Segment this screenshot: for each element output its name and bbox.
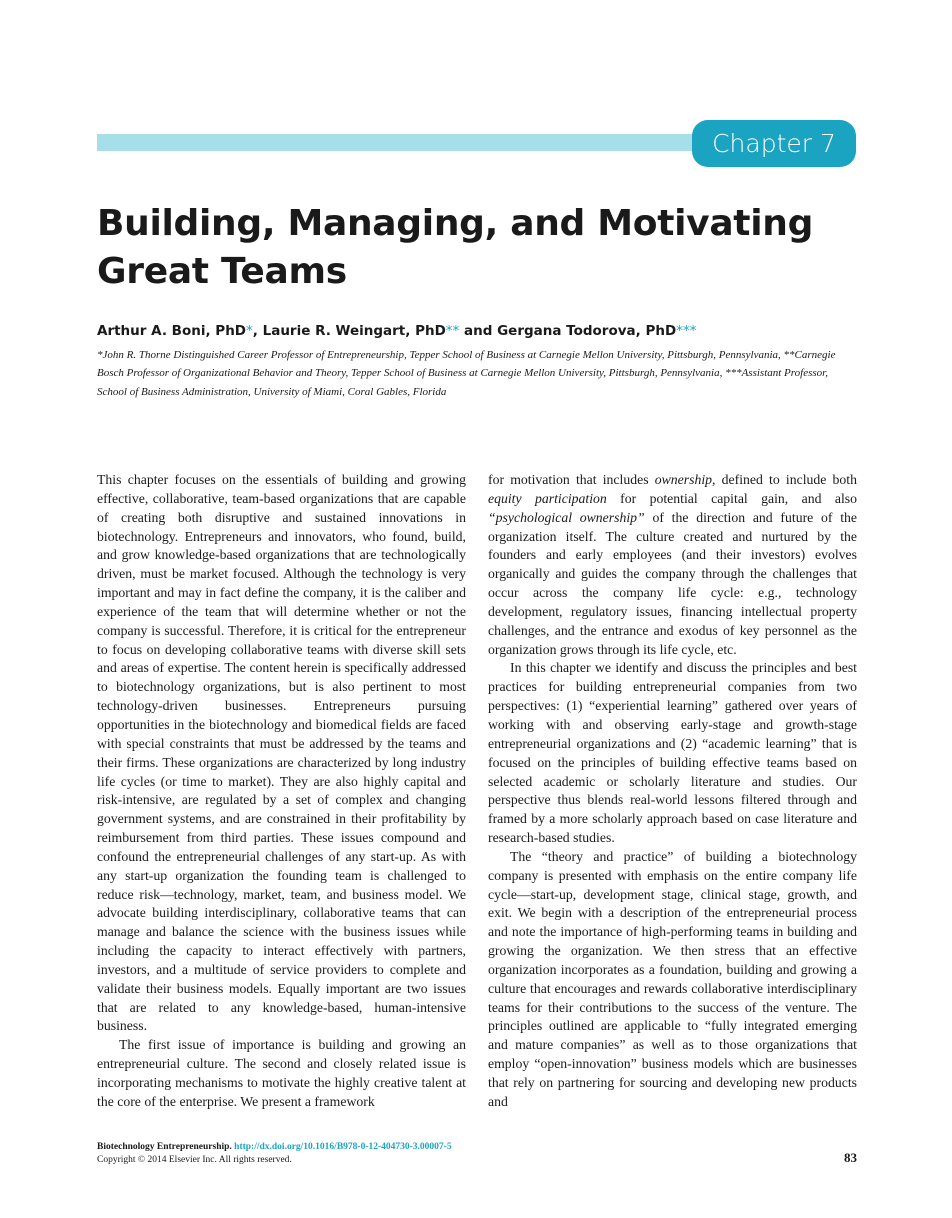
author-separator: , bbox=[252, 323, 263, 339]
chapter-header-bar bbox=[97, 134, 697, 151]
author-separator: and bbox=[459, 323, 498, 339]
citation-line bbox=[97, 1141, 857, 1154]
body-paragraph: The first issue of importance is building and growing an entrepreneurial culture. The second and closely related issue is incorporating mechanisms to motivate the highly creative talent at the core of the enterprise. We present a framework bbox=[97, 1037, 466, 1109]
text-run: , defined to include both bbox=[712, 472, 857, 487]
body-column-right bbox=[488, 471, 857, 1112]
emphasis-text: “psychological ownership” bbox=[488, 509, 645, 525]
body-paragraph: The “theory and practice” of building a biotechnology company is presented with emphasis on the entire company life cycle—start-up, development stage, clinical stage, growth, and exit. We begin with a description of the entrepreneurial process and note the importance of high-performing teams in building and growing the organization. We then stress that an effective organization incorporates as a foundation, building and growing a culture that encourages and rewards collaborative interdisciplinary teams for their contributions to the success of the venture. The principles outlined are applicable to “fully integrated emerging and mature companies” as well as to those organizations that employ “open-innovation” business models which are businesses that rely on partnering for sourcing and developing new products and bbox=[488, 848, 857, 1109]
page-footer bbox=[97, 1141, 857, 1167]
emphasis-text: equity participation bbox=[488, 490, 607, 506]
author-footnote-mark[interactable]: * bbox=[246, 323, 253, 339]
chapter-label: Chapter 7 bbox=[692, 120, 856, 167]
author-name: Laurie R. Weingart, PhD bbox=[262, 323, 446, 339]
author-name: Arthur A. Boni, PhD bbox=[97, 323, 247, 339]
emphasis-text: ownership bbox=[654, 472, 713, 487]
body-column-left bbox=[97, 471, 466, 1112]
body-paragraph bbox=[488, 471, 857, 659]
text-run: for potential capital gain, and also bbox=[606, 490, 858, 506]
copyright-notice: Copyright © 2014 Elsevier Inc. All rights reserved. bbox=[97, 1155, 292, 1165]
page-number: 83 bbox=[844, 1150, 857, 1165]
doi-link[interactable]: http://dx.doi.org/10.1016/B978-0-12-404730-3.00007-5 bbox=[234, 1142, 452, 1152]
chapter-title: Building, Managing, and Motivating Great Teams bbox=[97, 203, 814, 292]
author-list bbox=[97, 323, 877, 339]
journal-name: Biotechnology Entrepreneurship. bbox=[97, 1142, 232, 1152]
body-paragraph: In this chapter we identify and discuss the principles and best practices for building entrepreneurial companies from two perspectives: (1) “experiential learning” gathered over years of working with and observing early-stage and growth-stage entrepreneurial organizations and (2) “academic learning” that is focused on the principles of building effective teams based on selected academic or scholarly literature and studies. Our perspective thus blends real-world lessons filtered through and framed by a more scholarly approach based on case literature and research-based studies. bbox=[488, 660, 857, 846]
text-run: of the direction and future of the organization itself. The culture created and nurtured by the founders and early employees (and their investors) evolves organically and guides the company through the challenges that occur across the company life cycle: e.g., technology development, regulatory issues, financing intellectual property challenges, and the entrance and exodus of key personnel as the organization grows through its life cycle, etc. bbox=[488, 509, 857, 657]
text-run: for motivation that includes bbox=[488, 472, 655, 487]
author-name: Gergana Todorova, PhD bbox=[497, 323, 677, 339]
author-affiliations: *John R. Thorne Distinguished Career Professor of Entrepreneurship, Tepper School of Business at Carnegie Mellon University, Pittsburgh, Pennsylvania, **Carnegie Bosch Professor of Organizational Behavior and Theory, Tepper School of Business at Carnegie Mellon University, Pittsburgh, Pennsylvania, ***Assistant Professor, School of Business Administration, University of Miami, Coral Gables, Florida bbox=[97, 349, 836, 398]
author-footnote-mark[interactable]: *** bbox=[676, 323, 697, 339]
body-paragraph: This chapter focuses on the essentials of building and growing effective, collaborative, team-based organizations that are capable of creating both disruptive and sustained innovations in biotechnology. Entrepreneurs and innovators, who found, build, and grow knowledge-based organizations that are technologically driven, must be market focused. Although the technology is very important and may in fact define the company, it is the caliber and experience of the team that will determine whether or not the company is successful. Therefore, it is critical for the entrepreneur to focus on developing collaborative teams with diverse skill sets and areas of expertise. The content herein is specifically addressed to biotechnology organizations, but is also pertinent to most technology-driven businesses. Entrepreneurs pursuing opportunities in the biotechnology and biomedical fields are faced with special constraints that must be addressed by the teams and their firms. These organizations are characterized by long industry life cycles (or time to market). They are also highly capital and risk-intensive, are regulated by a set of complex and changing government systems, and are constrained in their profitability by reimbursement from third parties. These issues compound and confound the entrepreneurial challenges of any start-up. As with any start-up organization the founding team is challenged to reduce risk—technology, market, team, and business model. We advocate building interdisciplinary, collaborative teams that can manage and balance the science with the business issues while including the capacity to interact effectively with partners, investors, and a multitude of service providers to complete and validate their business models. Equally important are two issues that are related to any knowledge-based, human-intensive business. bbox=[97, 472, 466, 1034]
author-footnote-mark[interactable]: ** bbox=[445, 323, 460, 339]
